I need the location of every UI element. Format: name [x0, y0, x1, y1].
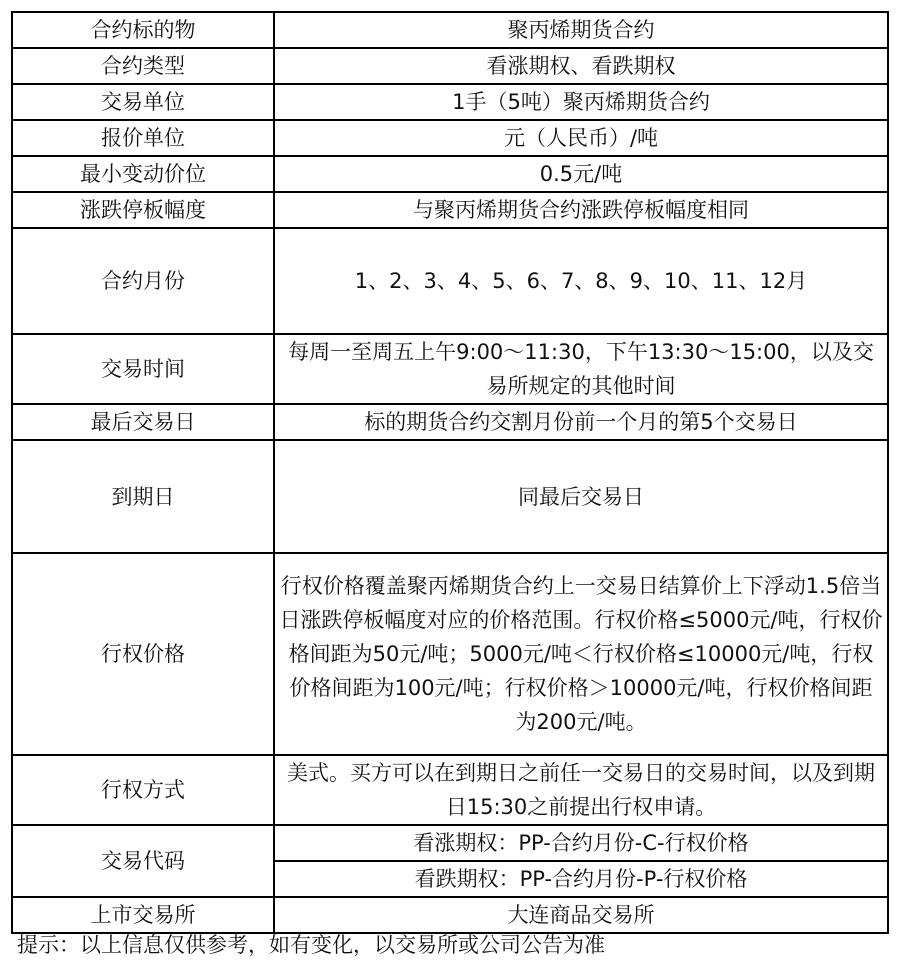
table-row: [12, 897, 888, 933]
row-label: 最后交易日: [12, 404, 274, 440]
row-value: 美式。买方可以在到期日之前任一交易日的交易时间，以及到期日15:30之前提出行权申请。: [274, 755, 888, 825]
row-value: 大连商品交易所: [274, 897, 888, 933]
row-value: 1手（5吨）聚丙烯期货合约: [274, 84, 888, 120]
row-value: 元（人民币）/吨: [274, 120, 888, 156]
table-row: [12, 120, 888, 156]
contract-spec-table: [11, 11, 889, 934]
row-value: 0.5元/吨: [274, 156, 888, 192]
row-label: 交易单位: [12, 84, 274, 120]
row-value-call: 看涨期权：PP-合约月份-C-行权价格: [274, 825, 888, 861]
row-value: 看涨期权、看跌期权: [274, 48, 888, 84]
row-value-put: 看跌期权：PP-合约月份-P-行权价格: [274, 861, 888, 897]
footnote: 提示：以上信息仅供参考，如有变化，以交易所或公司公告为准: [17, 933, 605, 957]
row-value: 行权价格覆盖聚丙烯期货合约上一交易日结算价上下浮动1.5倍当日涨跌停板幅度对应的价格范围。行权价格≤5000元/吨，行权价格间距为50元/吨；5000元/吨＜行权价格≤10000元/吨，行权价格间距为100元/吨；行权价格＞10000元/吨，行权价格间距为200元/吨。: [274, 553, 888, 755]
row-label: 涨跌停板幅度: [12, 192, 274, 228]
table-row: [12, 755, 888, 825]
row-value: 聚丙烯期货合约: [274, 12, 888, 48]
row-label: 合约标的物: [12, 12, 274, 48]
row-label: 交易时间: [12, 334, 274, 404]
row-label: 到期日: [12, 440, 274, 553]
table-row: [12, 84, 888, 120]
table-row: [12, 12, 888, 48]
table-row: [12, 553, 888, 755]
row-label: 合约类型: [12, 48, 274, 84]
row-value: 同最后交易日: [274, 440, 888, 553]
table-row: [12, 440, 888, 553]
row-value: 每周一至周五上午9:00～11:30，下午13:30～15:00，以及交易所规定的其他时间: [274, 334, 888, 404]
table-row: [12, 334, 888, 404]
row-value: 1、2、3、4、5、6、7、8、9、10、11、12月: [274, 228, 888, 334]
row-label: 交易代码: [12, 825, 274, 897]
table-row: [12, 825, 888, 861]
table-row: [12, 404, 888, 440]
row-label: 合约月份: [12, 228, 274, 334]
table-row: [12, 228, 888, 334]
row-label: 行权方式: [12, 755, 274, 825]
table-row: [12, 156, 888, 192]
row-value: 标的期货合约交割月份前一个月的第5个交易日: [274, 404, 888, 440]
row-value: 与聚丙烯期货合约涨跌停板幅度相同: [274, 192, 888, 228]
row-label: 行权价格: [12, 553, 274, 755]
row-label: 最小变动价位: [12, 156, 274, 192]
row-label: 上市交易所: [12, 897, 274, 933]
table-row: [12, 48, 888, 84]
table-row: [12, 192, 888, 228]
row-label: 报价单位: [12, 120, 274, 156]
